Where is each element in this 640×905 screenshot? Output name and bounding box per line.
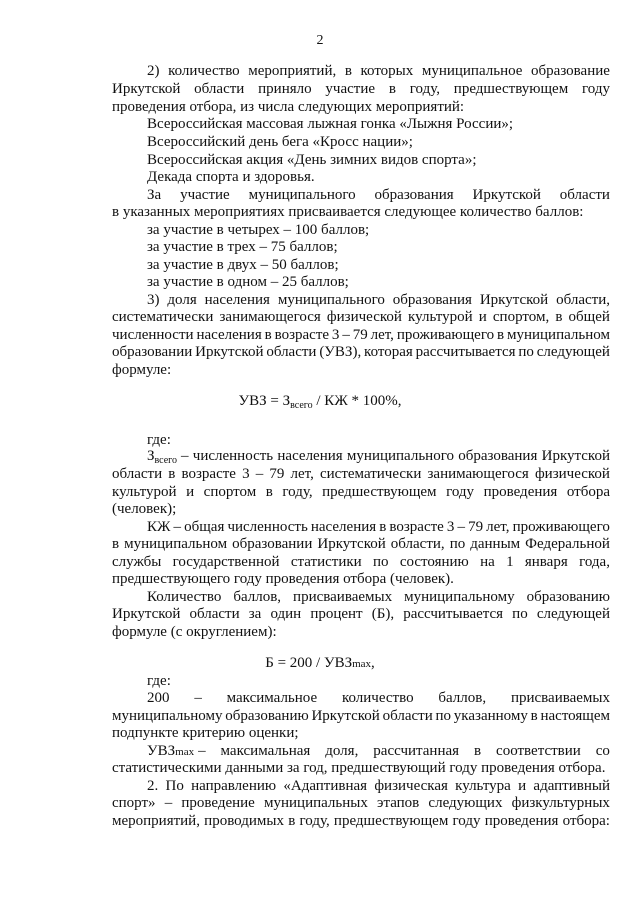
- word: –: [181, 448, 189, 464]
- word: «Адаптивная: [283, 778, 368, 794]
- word: один: [270, 606, 302, 622]
- paragraph-line: [147, 518, 610, 536]
- word: приняло: [258, 81, 312, 97]
- paragraph-line: [112, 605, 610, 623]
- word: доля: [167, 292, 197, 308]
- word: направлению: [191, 778, 277, 794]
- word: адаптивный: [533, 778, 610, 794]
- word: культурой: [112, 484, 177, 500]
- word: культурой: [408, 309, 473, 325]
- word: спорт»: [112, 795, 156, 811]
- word: образования: [392, 292, 472, 308]
- word: в: [265, 484, 273, 500]
- word: Иркутской: [112, 606, 181, 622]
- word: рассчитывается: [415, 344, 516, 360]
- word: области,: [556, 292, 610, 308]
- word: численность: [192, 448, 274, 464]
- word: образования: [374, 187, 454, 203]
- paragraph-line: формуле (с округлением):: [112, 624, 277, 640]
- word: рассчитывается: [403, 606, 504, 622]
- word: физическая: [374, 778, 448, 794]
- word: по: [435, 708, 452, 724]
- word: проведение: [181, 795, 255, 811]
- word: образованию: [225, 708, 309, 724]
- word: баллов,: [438, 690, 487, 706]
- word: –: [194, 690, 202, 706]
- word: Иркутской: [195, 344, 264, 360]
- word: максимальная: [220, 743, 311, 759]
- paragraph-line: подпункте критерию оценки;: [112, 725, 299, 741]
- word: культура: [455, 778, 511, 794]
- word: области: [194, 81, 245, 97]
- word: систематически: [112, 309, 214, 325]
- word: отбора:: [562, 813, 610, 829]
- word: 1: [506, 554, 514, 570]
- word: занимающегося: [427, 466, 529, 482]
- word: проживающего: [396, 327, 495, 343]
- word: году: [452, 813, 481, 829]
- word: населения: [310, 519, 377, 535]
- word: предшествующем: [322, 484, 437, 500]
- where-label: где:: [147, 432, 171, 448]
- word: (УВЗ),: [319, 344, 362, 360]
- word: Иркутской: [541, 448, 610, 464]
- paragraph-line: [112, 483, 610, 501]
- word: в: [555, 309, 563, 325]
- paragraph-line: в указанных мероприятиях присваивается следующее количество баллов:: [112, 204, 584, 220]
- word: 79: [468, 519, 484, 535]
- word: образования: [458, 448, 538, 464]
- paragraph-line: [112, 80, 610, 98]
- word: которая: [364, 344, 413, 360]
- word: года,: [579, 554, 610, 570]
- word: –: [342, 327, 350, 343]
- word: и: [186, 484, 195, 500]
- list-item: за участие в одном – 25 баллов;: [147, 274, 349, 290]
- word: КЖ: [147, 519, 171, 535]
- word: области,: [390, 536, 445, 552]
- word: лет,: [370, 327, 394, 343]
- word: количество: [168, 63, 240, 79]
- word: следующих: [428, 795, 503, 811]
- word: 79: [269, 466, 285, 482]
- word: муниципальному: [112, 708, 223, 724]
- word: участие: [325, 81, 376, 97]
- word: соответствии: [496, 743, 581, 759]
- paragraph-line: [147, 291, 610, 309]
- paragraph-line: [112, 343, 610, 361]
- word: статистики: [290, 554, 362, 570]
- word: общая: [184, 519, 225, 535]
- word: в: [496, 327, 505, 343]
- word: максимальное: [226, 690, 318, 706]
- where-label: где:: [147, 673, 171, 689]
- word: образование: [531, 63, 610, 79]
- word: предшествующем: [333, 813, 449, 829]
- word: области: [382, 708, 433, 724]
- word: –: [457, 519, 465, 535]
- paragraph-line: [112, 794, 610, 812]
- word: муниципальных: [264, 795, 368, 811]
- word: –: [198, 743, 206, 759]
- paragraph-line: [112, 535, 610, 553]
- paragraph-line: [112, 308, 610, 326]
- word: –: [255, 466, 264, 482]
- word: муниципальному: [404, 589, 515, 605]
- word: Иркутской: [472, 187, 541, 203]
- definition-line: $З_{всего}$ – численность населения муниципального образования Иркутской: [147, 448, 610, 466]
- paragraph-line: проведения отбора, из числа следующих мероприятий:: [112, 99, 465, 115]
- paragraph-line: [147, 62, 610, 80]
- paragraph-line: (человек);: [112, 501, 177, 517]
- word: настоящем: [540, 708, 610, 724]
- paragraph-line: [112, 707, 610, 725]
- word: Иркутской: [479, 292, 549, 308]
- word: году,: [409, 81, 440, 97]
- word: муниципального: [248, 187, 356, 203]
- word: в: [379, 519, 387, 535]
- word: со: [595, 743, 610, 759]
- word: в: [288, 813, 296, 829]
- word: населения: [204, 292, 270, 308]
- word: в: [264, 327, 272, 343]
- word: физической: [326, 309, 402, 325]
- word: образованию: [526, 589, 610, 605]
- definition-line: УВЗmax – максимальная доля, рассчитанная в соответствии со: [147, 743, 610, 759]
- word: по: [518, 344, 534, 360]
- word: по: [372, 554, 389, 570]
- word: рассчитанная: [373, 743, 460, 759]
- word: По: [165, 778, 184, 794]
- word: мероприятий,: [248, 63, 337, 79]
- list-item: за участие в двух – 50 баллов;: [147, 257, 339, 273]
- word: государственной: [172, 554, 280, 570]
- word: году,: [282, 484, 313, 500]
- paragraph-line: [112, 326, 610, 344]
- word: году,: [299, 813, 330, 829]
- word: Федеральной: [525, 536, 610, 552]
- list-item: Всероссийская акция «День зимних видов спорта»;: [147, 152, 477, 168]
- word: присваиваемых: [293, 589, 393, 605]
- word: муниципального: [346, 448, 454, 464]
- word: данным: [470, 536, 521, 552]
- word: населения: [277, 448, 343, 464]
- word: 200: [147, 690, 170, 706]
- paragraph-line: предшествующего году проведения отбора (человек).: [112, 571, 454, 587]
- word: области: [189, 606, 240, 622]
- word: 79: [352, 327, 368, 343]
- word: лет,: [486, 519, 510, 535]
- list-item: Декада спорта и здоровья.: [147, 169, 315, 185]
- formula-uvz: УВЗ = $З_{всего}$ / КЖ * 100%,: [238, 393, 402, 411]
- word: по: [449, 536, 466, 552]
- word: 3: [446, 519, 455, 535]
- word: лет,: [290, 466, 314, 482]
- word: количество: [341, 690, 414, 706]
- word: 3: [331, 327, 340, 343]
- word: (Б),: [371, 606, 395, 622]
- word: области: [112, 466, 163, 482]
- word: следующей: [536, 606, 610, 622]
- word: в: [388, 81, 396, 97]
- word: 2.: [147, 778, 159, 794]
- list-item: за участие в трех – 75 баллов;: [147, 239, 338, 255]
- word: указанному: [453, 708, 528, 724]
- word: в: [344, 63, 352, 79]
- word: спортом,: [492, 309, 550, 325]
- word: населения: [196, 327, 262, 343]
- word: 3: [242, 466, 250, 482]
- word: и: [478, 309, 487, 325]
- word: баллов,: [233, 589, 282, 605]
- formula-b: Б = 200 / УВЗmax,: [265, 655, 375, 671]
- word: января: [524, 554, 568, 570]
- word: –: [164, 795, 173, 811]
- word: возрасте: [274, 327, 330, 343]
- paragraph-line: [112, 465, 610, 483]
- paragraph-line: [147, 186, 610, 204]
- word: в: [112, 536, 120, 552]
- word: численность: [227, 519, 308, 535]
- word: образовании: [112, 344, 193, 360]
- word: доля,: [325, 743, 359, 759]
- word: этапов: [377, 795, 420, 811]
- word: отбора: [566, 484, 610, 500]
- word: состоянию: [399, 554, 469, 570]
- word: Иркутской: [311, 708, 380, 724]
- word: Количество: [147, 589, 222, 605]
- word: физической: [534, 466, 610, 482]
- word: за: [248, 606, 262, 622]
- word: проведения: [483, 484, 558, 500]
- word: году: [446, 484, 475, 500]
- word: области: [266, 344, 317, 360]
- word: За: [147, 187, 162, 203]
- list-item: за участие в четырех – 100 баллов;: [147, 222, 370, 238]
- word: численности: [112, 327, 194, 343]
- word: в: [530, 708, 538, 724]
- word: которых: [360, 63, 414, 79]
- word: муниципального: [277, 292, 385, 308]
- list-item: Всероссийская массовая лыжная гонка «Лыжня России»;: [147, 116, 514, 132]
- word: по: [512, 606, 528, 622]
- paragraph-line: формуле:: [112, 362, 172, 378]
- word: возрасте: [181, 466, 236, 482]
- paragraph-line: [112, 553, 610, 571]
- word: физкультурных: [511, 795, 610, 811]
- word: муниципальное: [421, 63, 523, 79]
- word: спортом: [203, 484, 257, 500]
- word: возрасте: [389, 519, 444, 535]
- word: и: [518, 778, 527, 794]
- word: Иркутской: [317, 536, 386, 552]
- paragraph-line: статистическими данными за год, предшествующий году проведения отбора.: [112, 760, 606, 776]
- word: на: [480, 554, 495, 570]
- word: образовании: [232, 536, 313, 552]
- word: –: [173, 519, 182, 535]
- word: службы: [112, 554, 162, 570]
- paragraph-line: [147, 588, 610, 606]
- word: присваиваемых: [510, 690, 610, 706]
- list-item: Всероссийский день бега «Кросс нации»;: [147, 134, 413, 150]
- word: предшествующем: [453, 81, 569, 97]
- page-number: 2: [316, 33, 324, 48]
- word: следующей: [536, 344, 610, 360]
- word: 2): [147, 63, 160, 79]
- paragraph-line: [147, 689, 610, 707]
- word: систематически: [320, 466, 422, 482]
- word: Иркутской: [112, 81, 181, 97]
- paragraph-line: [147, 777, 610, 795]
- word: в: [474, 743, 482, 759]
- word: мероприятий,: [112, 813, 200, 829]
- word: проведения: [484, 813, 559, 829]
- word: году: [582, 81, 610, 97]
- word: в: [168, 466, 176, 482]
- word: проводимых: [204, 813, 284, 829]
- word: 3): [147, 292, 160, 308]
- word: общей: [568, 309, 610, 325]
- paragraph-line: [112, 812, 610, 830]
- word: муниципальном: [506, 327, 610, 343]
- word: области: [559, 187, 610, 203]
- word: процент: [310, 606, 363, 622]
- word: муниципальном: [124, 536, 228, 552]
- word: занимающегося: [219, 309, 321, 325]
- word: участие: [180, 187, 230, 203]
- word: проживающего: [512, 519, 610, 535]
